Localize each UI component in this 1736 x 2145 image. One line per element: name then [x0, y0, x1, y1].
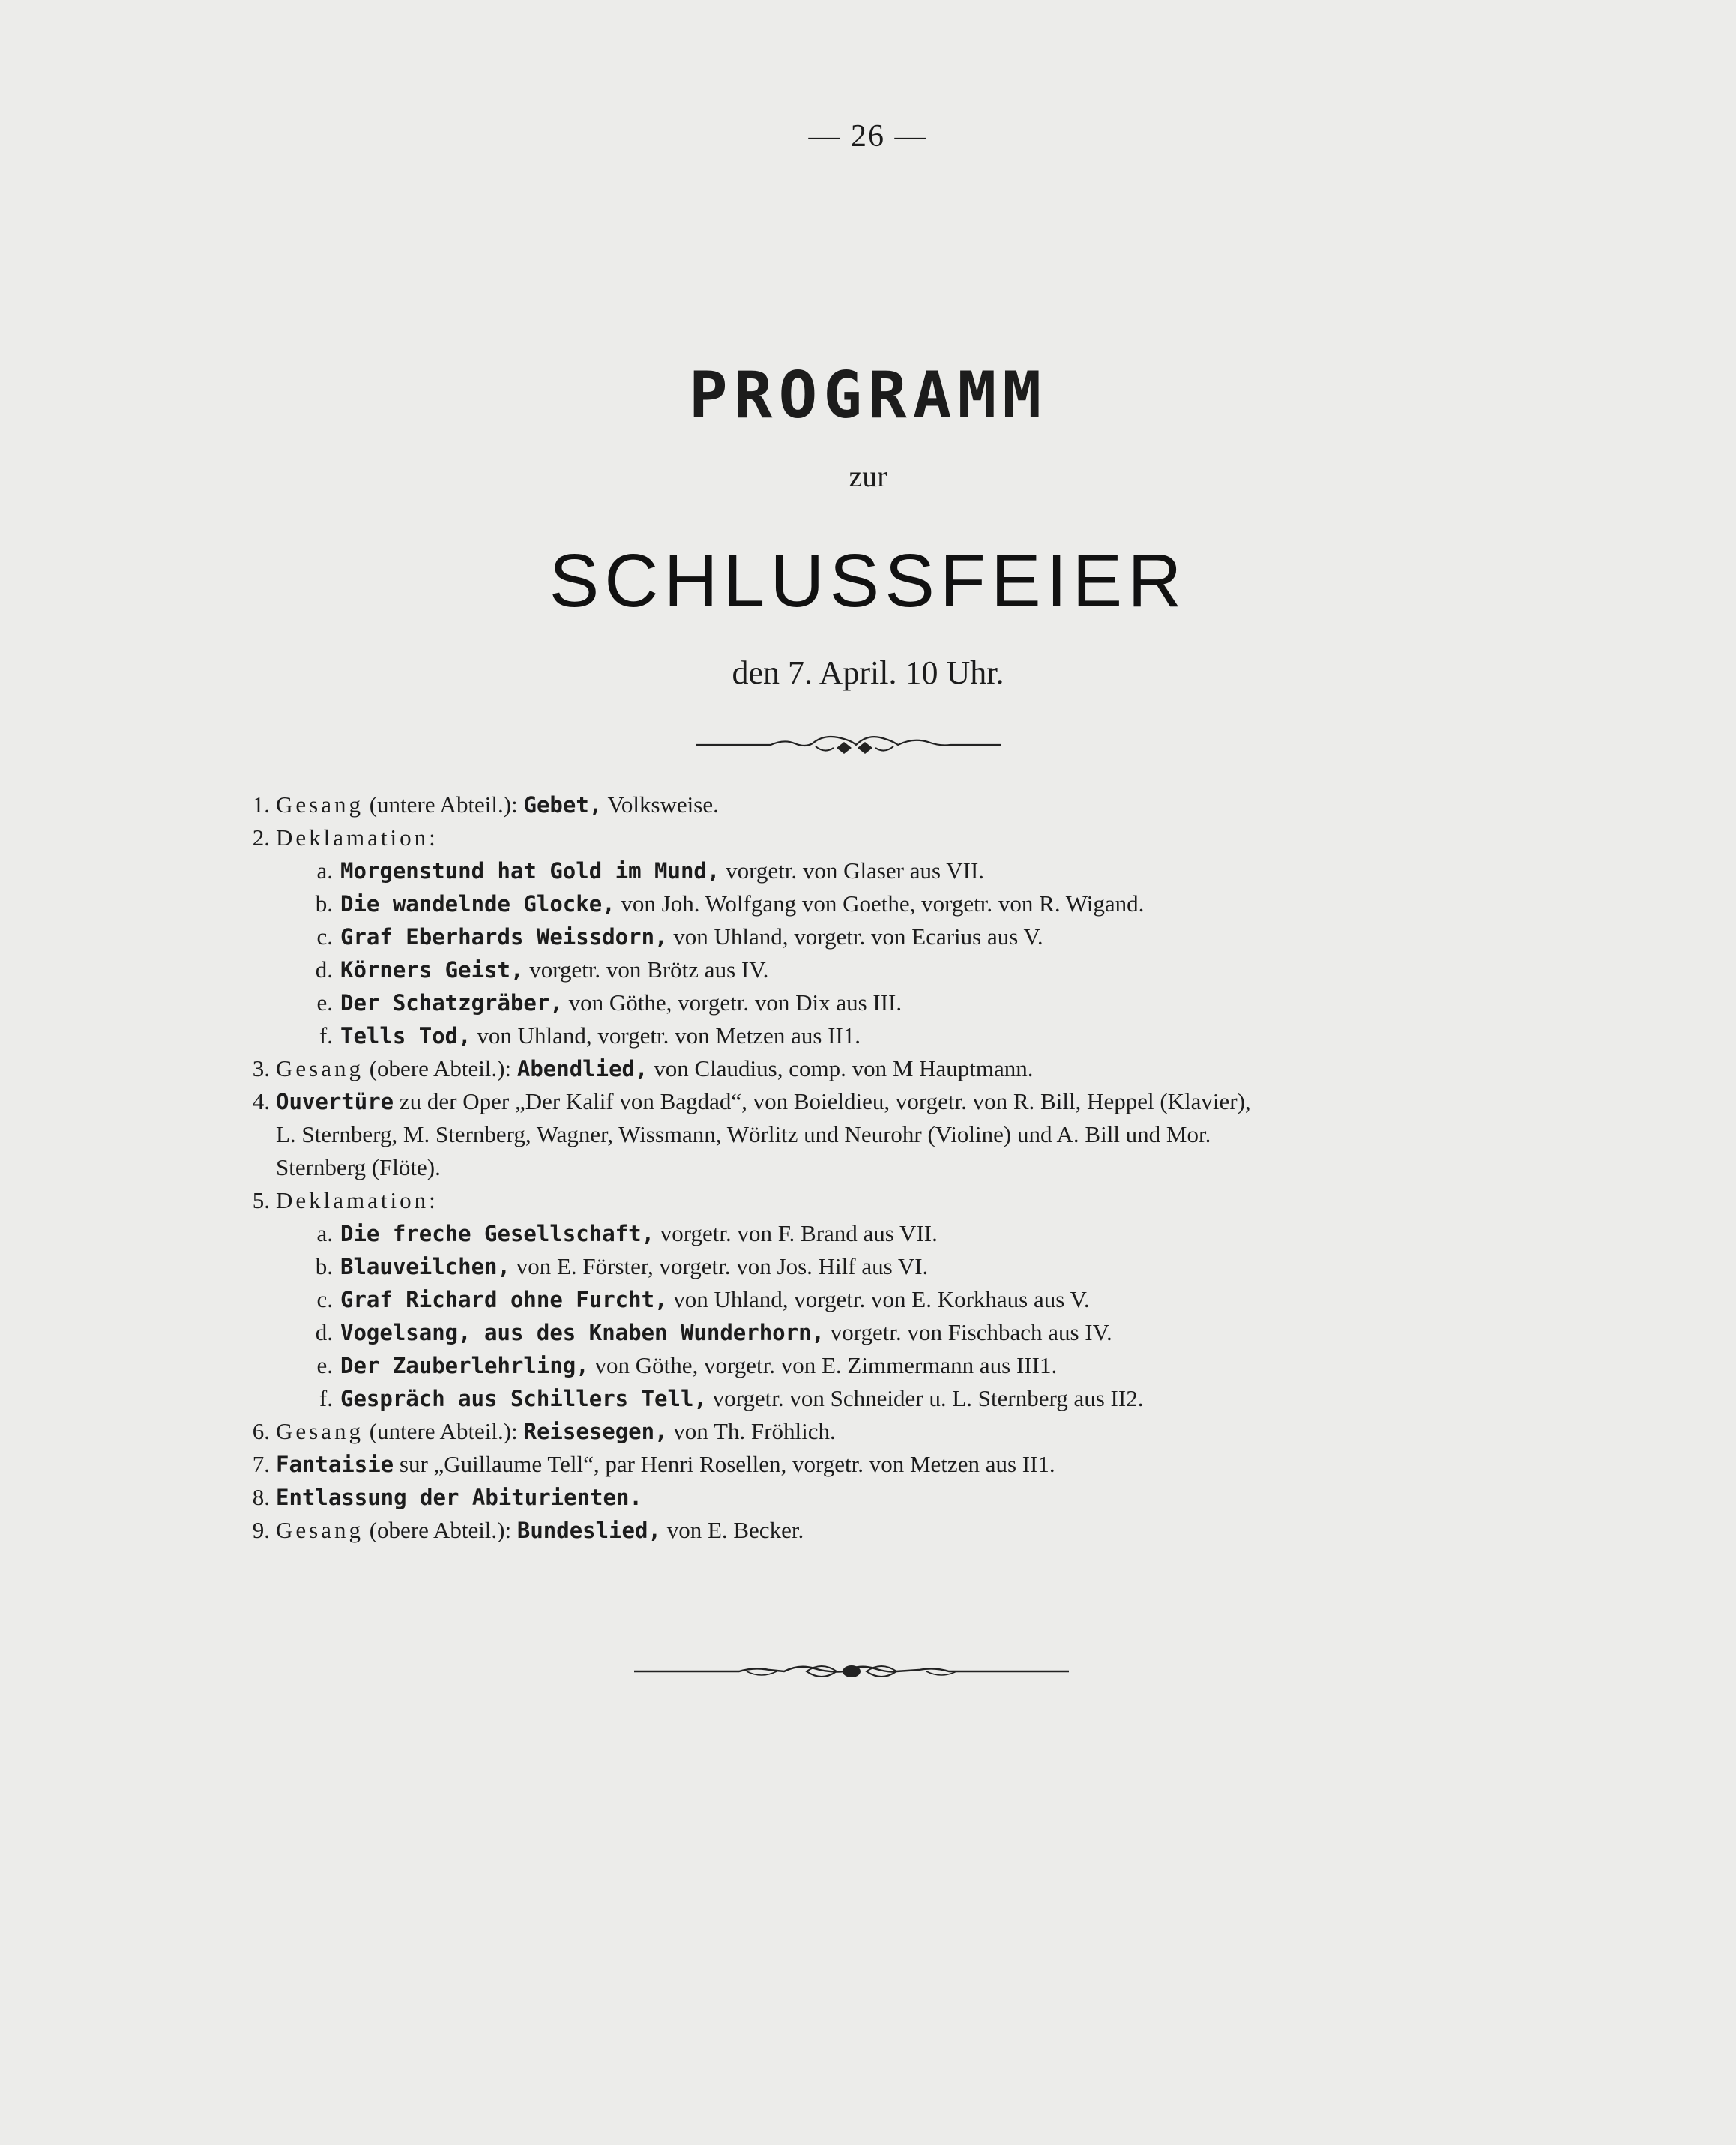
list-item: f. Gespräch aus Schillers Tell, vorgetr. von Schneider u. L. Sternberg aus II2.: [319, 1385, 1144, 1411]
page-title: PROGRAMM: [688, 358, 1048, 433]
list-item: a. Die freche Gesellschaft, vorgetr. von F. Brand aus VII.: [316, 1220, 938, 1246]
list-item: 9. Gesang (obere Abteil.): Bundeslied, von E. Becker.: [252, 1517, 804, 1543]
list-item: b. Die wandelnde Glocke, von Joh. Wolfgang von Goethe, vorgetr. von R. Wigand.: [315, 890, 1145, 917]
list-item: 2. Deklamation:: [252, 824, 438, 851]
list-item: 6. Gesang (untere Abteil.): Reisesegen, von Th. Fröhlich.: [252, 1418, 836, 1444]
list-item: a. Morgenstund hat Gold im Mund, vorgetr. von Glaser aus VII.: [316, 857, 985, 884]
list-item: 8. Entlassung der Abiturienten.: [252, 1484, 642, 1510]
list-item: b. Blauveilchen, von E. Förster, vorgetr. von Jos. Hilf aus VI.: [315, 1253, 929, 1279]
flourish-divider-icon: [634, 1653, 1069, 1689]
list-item: d. Körners Geist, vorgetr. von Brötz aus IV.: [315, 956, 769, 983]
program-list: [229, 788, 1294, 1547]
list-item: 5. Deklamation:: [252, 1187, 438, 1213]
list-item: d. Vogelsang, aus des Knaben Wunderhorn, vorgetr. von Fischbach aus IV.: [315, 1319, 1112, 1345]
subtitle: zur: [849, 459, 887, 493]
event-date: den 7. April. 10 Uhr.: [732, 654, 1004, 691]
flourish-ornament-icon: [696, 724, 1001, 764]
list-item: e. Der Zauberlehrling, von Göthe, vorgetr. von E. Zimmermann aus III1.: [316, 1352, 1058, 1378]
list-item: f. Tells Tod, von Uhland, vorgetr. von Metzen aus II1.: [319, 1022, 861, 1049]
list-item: 3. Gesang (obere Abteil.): Abendlied, von Claudius, comp. von M Hauptmann.: [252, 1055, 1034, 1081]
list-item: 1. Gesang (untere Abteil.): Gebet, Volksweise.: [252, 791, 719, 818]
list-item: e. Der Schatzgräber, von Göthe, vorgetr. von Dix aus III.: [316, 989, 902, 1016]
event-title: SCHLUSSFEIER: [549, 539, 1187, 623]
list-item-continuation: L. Sternberg, M. Sternberg, Wagner, Wissmann, Wörlitz und Neurohr (Violine) und A. Bill und Mor.: [276, 1121, 1211, 1147]
list-item: 7. Fantaisie sur „Guillaume Tell“, par Henri Rosellen, vorgetr. von Metzen aus II1.: [252, 1451, 1055, 1477]
list-item: 4. Ouvertüre zu der Oper „Der Kalif von Bagdad“, von Boieldieu, vorgetr. von R. Bill, Heppel (Klavier),: [252, 1088, 1251, 1114]
list-item-continuation: Sternberg (Flöte).: [276, 1154, 441, 1180]
list-item: c. Graf Richard ohne Furcht, von Uhland, vorgetr. von E. Korkhaus aus V.: [316, 1286, 1090, 1312]
page-number: — 26 —: [808, 119, 928, 154]
list-item: c. Graf Eberhards Weissdorn, von Uhland, vorgetr. von Ecarius aus V.: [316, 923, 1043, 950]
